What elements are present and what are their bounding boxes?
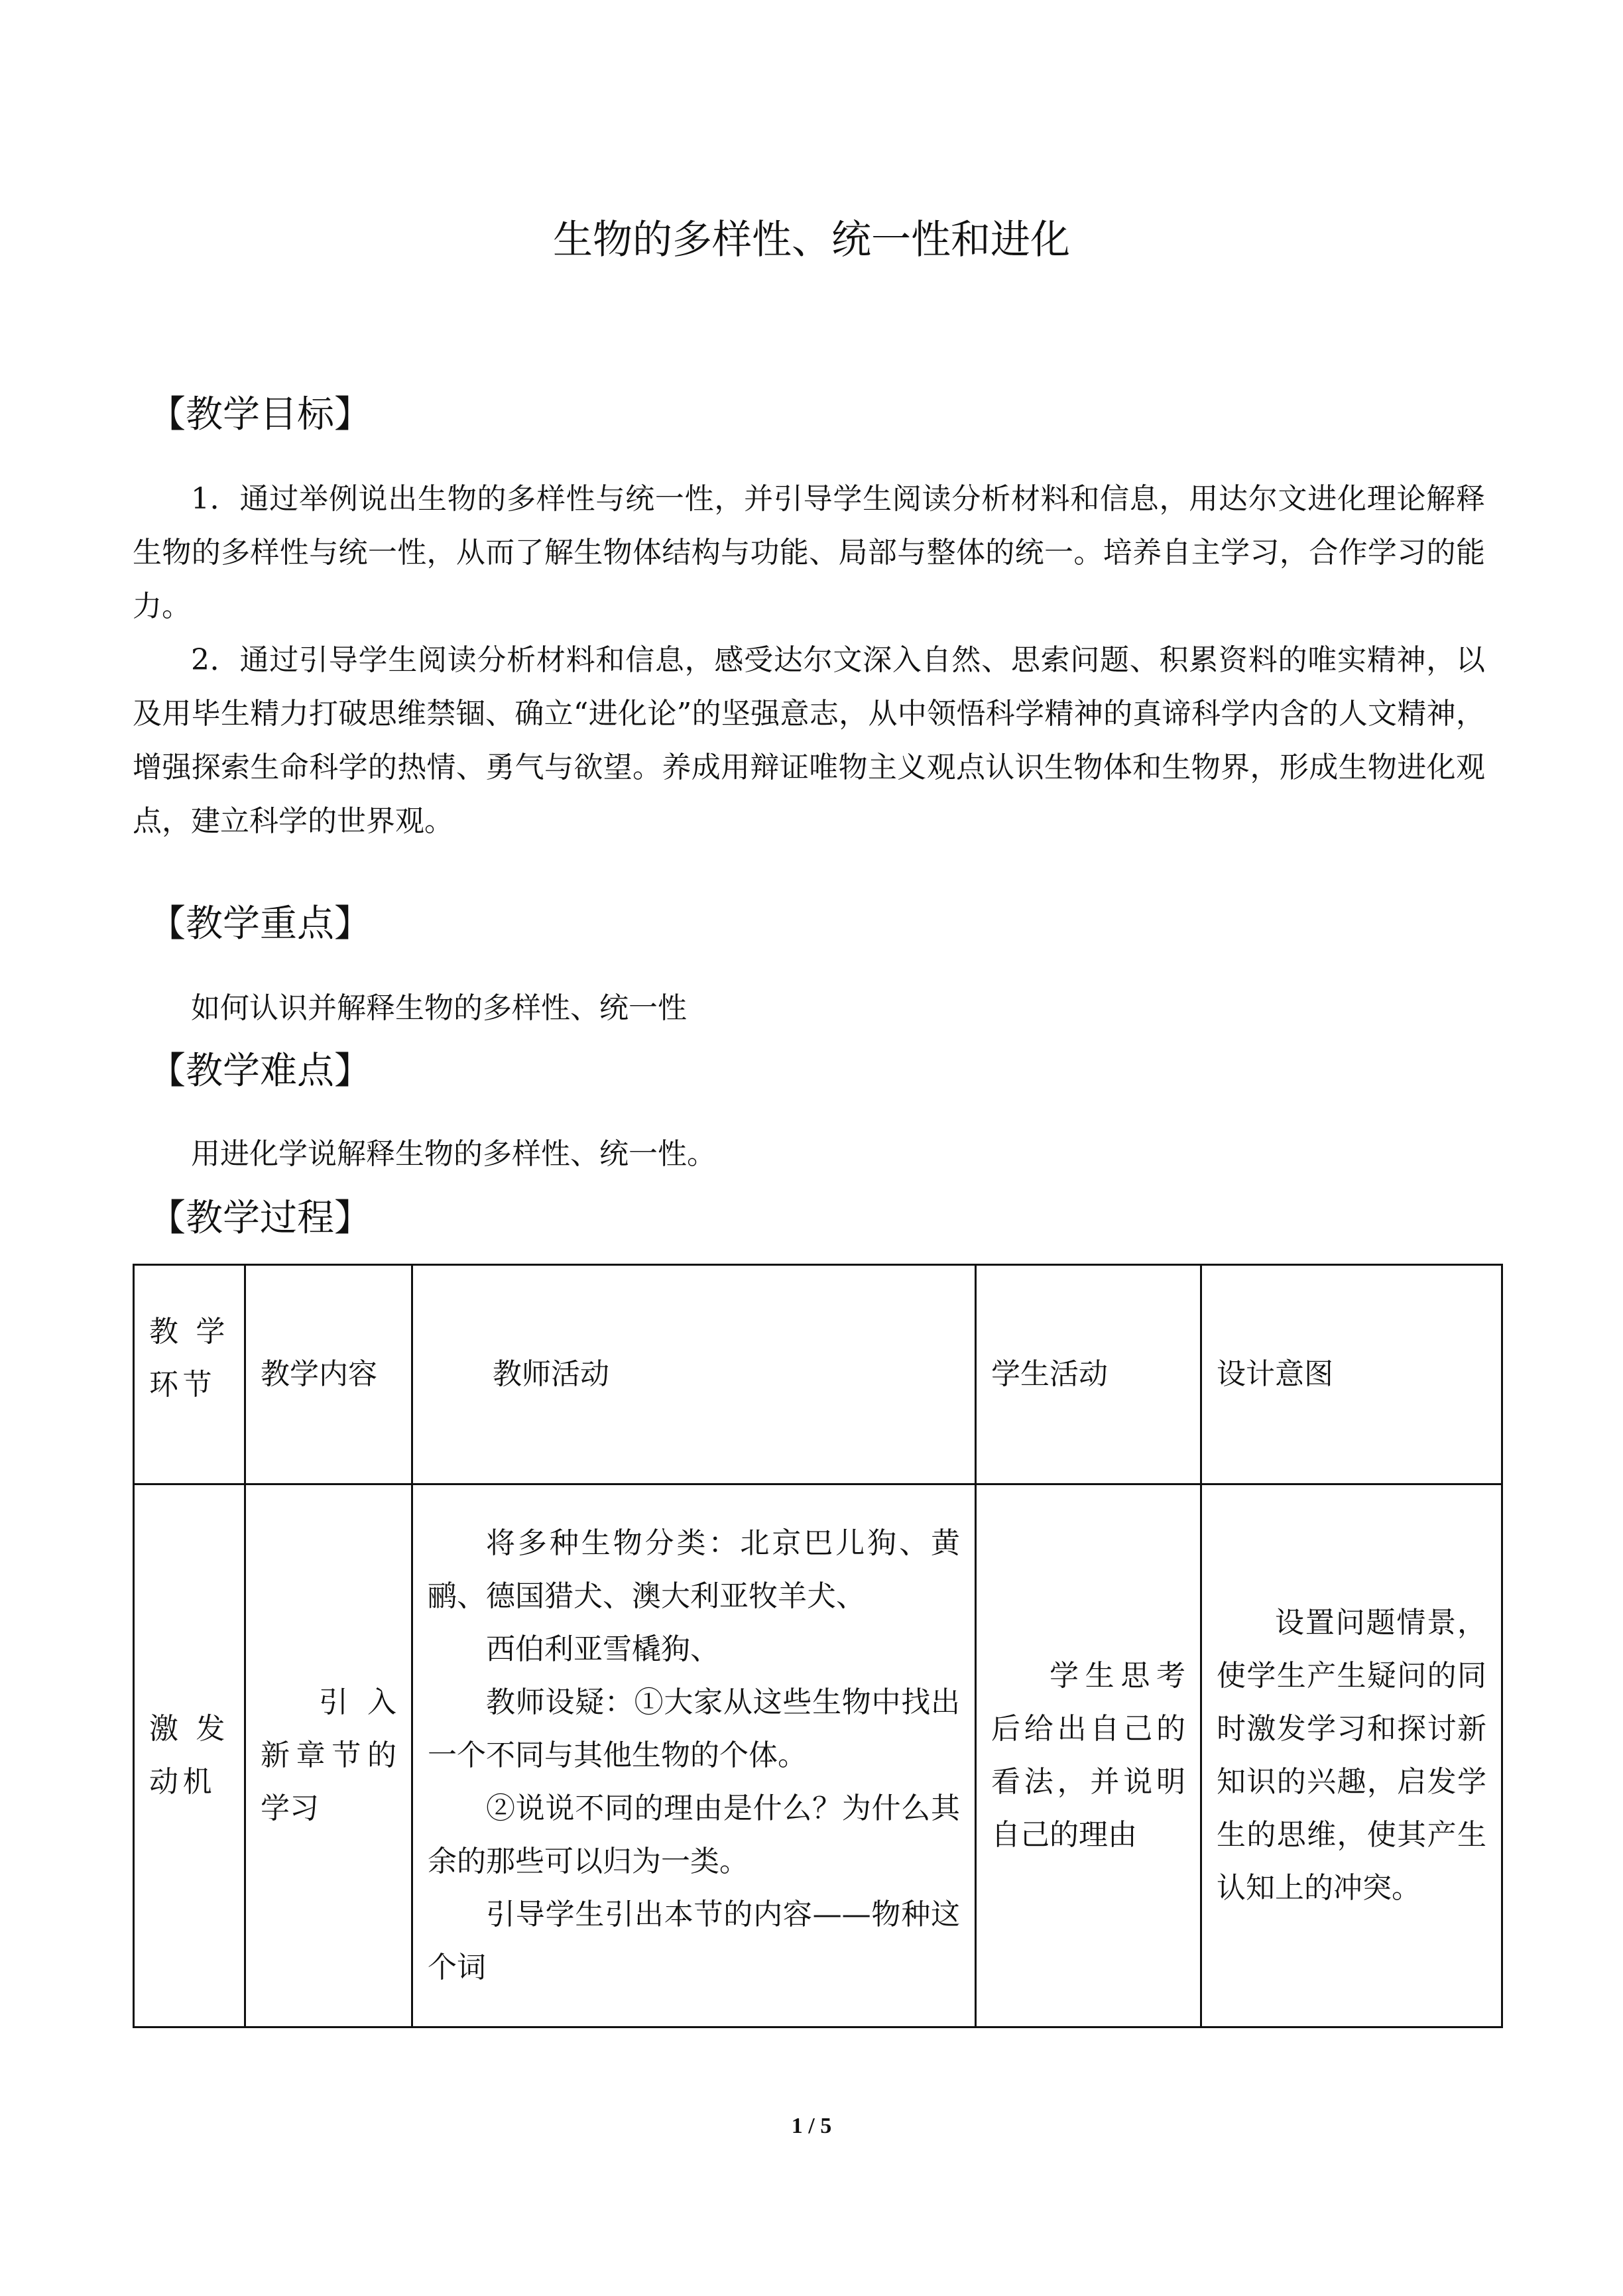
cell-content: 引入新章节的学习 [245,1484,412,2027]
cell-student: 学生思考后给出自己的看法，并说明自己的理由 [976,1484,1201,2027]
cell-design: 设置问题情景，使学生产生疑问的同时激发学习和探讨新知识的兴趣，启发学生的思维，使其产生认知上的冲突。 [1201,1484,1502,2027]
header-content: 教学内容 [245,1265,412,1484]
teacher-line-2: 西伯利亚雪橇狗、 [486,1632,719,1666]
cell-stage: 激发动机 [134,1484,245,2027]
table-row [134,1484,1502,2027]
header-student: 学生活动 [976,1265,1201,1484]
table-header-row [134,1265,1502,1484]
heading-objectives: 【教学目标】 [149,393,371,436]
teacher-line-4: ②说说不同的理由是什么？为什么其余的那些可以归为一类。 [428,1791,960,1878]
page-title: 生物的多样性、统一性和进化 [553,217,1070,263]
teacher-line-1: 将多种生物分类：北京巴儿狗、黄鹂、德国猎犬、澳大利亚牧羊犬、 [428,1526,960,1613]
cell-teacher [412,1484,976,2027]
difficulties-text: 用进化学说解释生物的多样性、统一性。 [191,1137,716,1171]
teacher-line-5: 引导学生引出本节的内容——物种这个词 [428,1898,960,1984]
objective-2: 2．通过引导学生阅读分析材料和信息，感受达尔文深入自然、思索问题、积累资料的唯实精神，以及用毕生精力打破思维禁锢、确立“进化论”的坚强意志，从中领悟科学精神的真谛科学内含的人文精神，增强探索生命科学的热情、勇气与欲望。养成用辩证唯物主义观点认识生物体和生物界，形成生物进化观点，建立科学的世界观。 [133,643,1485,838]
process-table [133,1264,1503,2028]
page-number: 1 / 5 [791,2114,832,2138]
objective-1: 1．通过举例说出生物的多样性与统一性，并引导学生阅读分析材料和信息，用达尔文进化理论解释生物的多样性与统一性，从而了解生物体结构与功能、局部与整体的统一。培养自主学习，合作学习的能力。 [133,482,1485,623]
header-stage: 教学环节 [134,1265,245,1484]
heading-process: 【教学过程】 [149,1197,371,1240]
header-design: 设计意图 [1201,1265,1502,1484]
heading-key-points: 【教学重点】 [149,902,371,945]
teacher-line-3: 教师设疑：①大家从这些生物中找出一个不同与其他生物的个体。 [428,1685,960,1772]
key-points-text: 如何认识并解释生物的多样性、统一性 [191,991,687,1025]
header-teacher: 教师活动 [412,1265,976,1484]
heading-difficulties: 【教学难点】 [149,1050,371,1093]
